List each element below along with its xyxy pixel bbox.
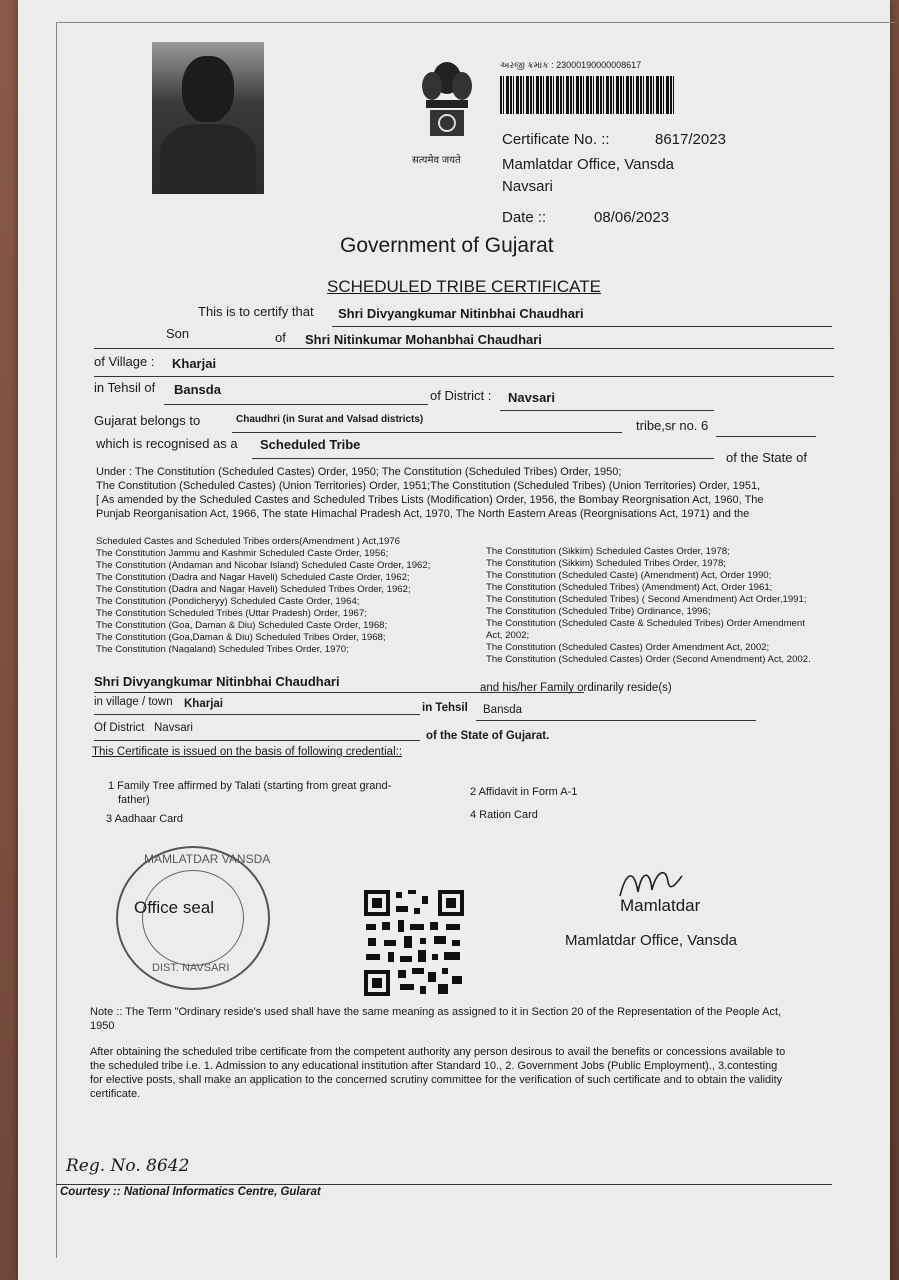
- order-left-6: The Constitution (Pondicheryy) Scheduled Caste Order, 1964;: [96, 596, 360, 607]
- under-line-1: Under : The Constitution (Scheduled Castes) Order, 1950; The Constitution (Scheduled Tribes) Order, 1950;: [96, 466, 622, 478]
- signatory-office: Mamlatdar Office, Vansda: [565, 932, 738, 949]
- courtesy-line: Courtesy :: National Informatics Centre, Gularat: [60, 1186, 321, 1198]
- credential-2: 2 Affidavit in Form A-1: [470, 786, 578, 798]
- recognised-label: which is recognised as a: [96, 436, 238, 451]
- belongs-label: Gujarat belongs to: [94, 413, 201, 428]
- state-of-label: of the State of: [726, 450, 807, 465]
- district-value: Navsari: [508, 390, 555, 405]
- order-left-7: The Constitution Scheduled Tribes (Uttar Pradesh) Order, 1967;: [96, 608, 367, 619]
- reside-text: and his/her Family ordinarily reside(s): [480, 682, 672, 694]
- order-right-6: The Constitution (Scheduled Tribe) Ordinance, 1996;: [486, 606, 711, 617]
- order-left-4: The Constitution (Dadra and Nagar Haveli) Scheduled Caste Order, 1962;: [96, 572, 410, 583]
- order-right-8: Act, 2002;: [486, 630, 530, 641]
- holder-name: Shri Divyangkumar Nitinbhai Chaudhari: [338, 306, 584, 321]
- certificate-no: 8617/2023: [655, 131, 726, 148]
- signatory-title: Mamlatdar: [620, 896, 701, 915]
- state-gujarat: of the State of Gujarat.: [426, 730, 550, 742]
- qr-code: [362, 888, 466, 998]
- tehsil-label: in Tehsil of: [94, 380, 156, 395]
- credential-1: 1 Family Tree affirmed by Talati (starting from great grand-: [108, 780, 392, 792]
- village-town-value: Kharjai: [184, 698, 223, 710]
- cert-title: SCHEDULED TRIBE CERTIFICATE: [327, 277, 601, 296]
- tehsil-value: Bansda: [174, 382, 221, 397]
- seal-label: Office seal: [134, 898, 215, 917]
- order-left-2: The Constitution Jammu and Kashmir Scheduled Caste Order, 1956;: [96, 548, 389, 559]
- order-right-9: The Constitution (Scheduled Castes) Order Amendment Act, 2002;: [486, 642, 770, 653]
- order-left-9: The Constitution (Goa,Daman & Diu) Scheduled Tribes Order, 1968;: [96, 632, 386, 643]
- order-left-8: The Constitution (Goa, Daman & Diu) Scheduled Caste Order, 1968;: [96, 620, 388, 631]
- credential-1b: father): [118, 794, 150, 806]
- under-line-4: Punjab Reorganisation Act, 1966, The state Himachal Pradesh Act, 1970, The North Eastern Areas (Reorgnisations Act, 1971) and the: [96, 508, 750, 520]
- order-left-5: The Constitution (Dadra and Nagar Haveli) Scheduled Tribes Order, 1962;: [96, 584, 411, 595]
- reside-name: Shri Divyangkumar Nitinbhai Chaudhari: [94, 674, 340, 689]
- reg-no-handwritten: Reg. No. 8642: [66, 1156, 190, 1176]
- parent-name: Shri Nitinkumar Mohanbhai Chaudhari: [305, 332, 542, 347]
- of-district-value: Navsari: [154, 722, 193, 734]
- of-district-label: Of District: [94, 722, 145, 734]
- note-text: Note :: The Term "Ordinary reside's used shall have the same meaning as assigned to it in Section 20 of the Representation of the People Act,: [90, 1006, 782, 1018]
- tribe-value: Chaudhri (in Surat and Valsad districts): [236, 414, 424, 425]
- relation: Son: [166, 326, 190, 341]
- order-left-10: The Constitution (Nagaland) Scheduled Tribes Order, 1970;: [96, 644, 349, 653]
- recognised-value: Scheduled Tribe: [260, 437, 361, 452]
- order-left-1: Scheduled Castes and Scheduled Tribes orders(Amendment ) Act,1976: [96, 536, 400, 547]
- under-line-2: The Constitution (Scheduled Castes) (Union Territories) Order, 1951;The Constitution (Scheduled Tribes) (Union Territories) Order, 1951,: [96, 480, 761, 492]
- date-value: 08/06/2023: [594, 209, 670, 226]
- certificate-no-label: Certificate No. ::: [502, 131, 610, 148]
- order-right-7: The Constitution (Scheduled Caste & Scheduled Tribes) Order Amendment: [486, 618, 805, 629]
- credential-3: 3 Aadhaar Card: [106, 813, 184, 825]
- emblem-motto: सत्यमेव जयते: [412, 155, 461, 166]
- order-left-3: The Constitution (Andaman and Nicobar Island) Scheduled Caste Order, 1962;: [96, 560, 431, 571]
- order-right-10: The Constitution (Scheduled Castes) Order (Second Amendment) Act, 2002.: [486, 654, 811, 665]
- seal-top-text: MAMLATDAR VANSDA: [144, 852, 271, 866]
- after-line-4: certificate.: [90, 1088, 141, 1100]
- order-right-3: The Constitution (Scheduled Caste) (Amendment) Act, Order 1990;: [486, 570, 772, 581]
- barcode: [500, 76, 674, 114]
- gov-title: Government of Gujarat: [340, 234, 554, 257]
- office-line2: Navsari: [502, 178, 553, 195]
- village-value: Kharjai: [172, 356, 217, 371]
- note-year: 1950: [90, 1020, 115, 1032]
- seal-bottom-text: DIST. NAVSARI: [152, 962, 230, 974]
- national-emblem-icon: [412, 56, 482, 166]
- barcode-label: અરજી ક્રમાંક : 23000190000008617: [500, 60, 642, 70]
- order-right-2: The Constitution (Sikkim) Scheduled Tribes Order, 1978;: [486, 558, 726, 569]
- office-line1: Mamlatdar Office, Vansda: [502, 156, 675, 173]
- after-line-1: After obtaining the scheduled tribe certificate from the competent authority any person desirous to avail the benefits or concessions available to: [90, 1046, 786, 1058]
- after-line-3: for elective posts, shall make an application to the concerned scrutiny committee for the verification of such certificate and to obtain the validity: [90, 1074, 783, 1086]
- order-right-4: The Constitution (Scheduled Tribes) (Amendment) Act, Order 1961;: [486, 582, 773, 593]
- village-label: of Village :: [94, 354, 155, 369]
- in-tehsil-label: in Tehsil: [422, 702, 468, 714]
- village-town-label: in village / town: [94, 696, 173, 708]
- holder-photo: [152, 42, 264, 194]
- after-line-2: the scheduled tribe i.e. 1. Admission to any educational institution after Standard 10., 2. Government Jobs (Public Employment)., 3.contesting: [90, 1060, 778, 1072]
- in-tehsil-value: Bansda: [483, 704, 523, 716]
- tribe-sr: tribe,sr no. 6: [636, 418, 709, 433]
- date-label: Date ::: [502, 209, 547, 226]
- credential-4: 4 Ration Card: [470, 809, 538, 821]
- district-label: of District :: [430, 388, 492, 403]
- under-line-3: [ As amended by the Scheduled Castes and Scheduled Tribes Lists (Modification) Order, 1956, the Bombay Reorgnisation Act, 1960, The: [96, 494, 764, 506]
- certify-text: This is to certify that: [198, 304, 314, 319]
- credential-heading: This Certificate is issued on the basis of following credential::: [92, 746, 403, 758]
- order-right-5: The Constitution (Scheduled Tribes) ( Second Amendment) Act Order,1991;: [486, 594, 807, 605]
- of-label: of: [275, 330, 286, 345]
- order-right-1: The Constitution (Sikkim) Scheduled Castes Order, 1978;: [486, 546, 730, 557]
